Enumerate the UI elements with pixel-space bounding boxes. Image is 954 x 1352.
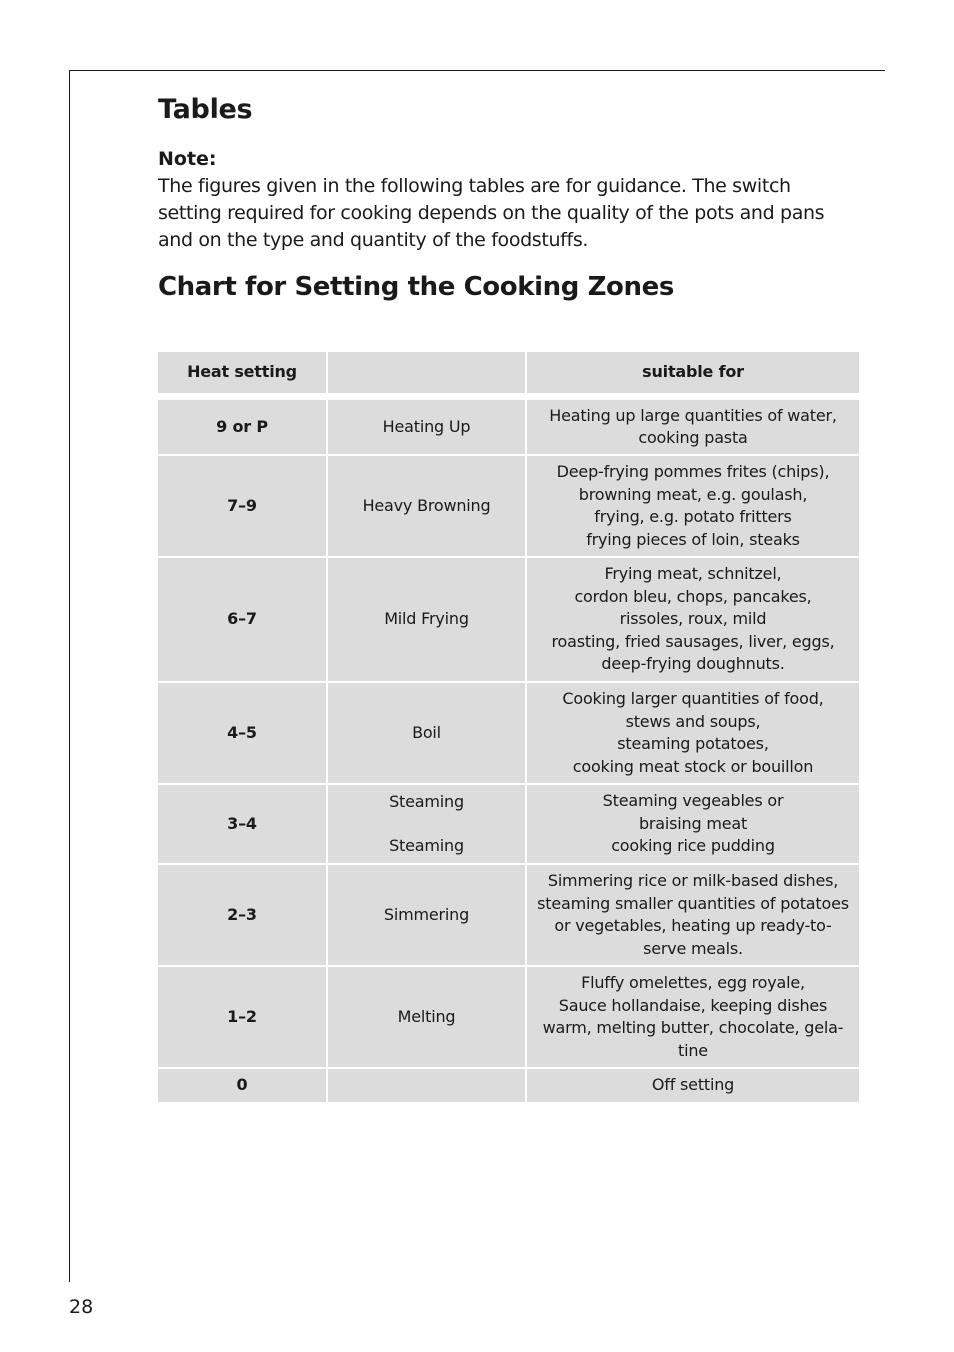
- function-line: Simmering: [383, 904, 470, 924]
- heat-setting-cell: 6–7: [158, 558, 326, 681]
- suitable-for-cell: [527, 456, 859, 556]
- suitable-for-line: Deep-frying pommes frites (chips),: [556, 462, 830, 481]
- suitable-for-line: frying pieces of loin, steaks: [586, 529, 800, 549]
- suitable-for-line: steaming potatoes,: [617, 734, 769, 753]
- heat-setting-cell: 2–3: [158, 865, 326, 965]
- suitable-for-line: cooking rice pudding: [611, 836, 775, 856]
- table-row: [158, 683, 859, 783]
- heat-setting-cell: 7–9: [158, 456, 326, 556]
- function-cell: [328, 785, 525, 863]
- table-header-row: [158, 352, 859, 393]
- suitable-for-line: Steaming vegeables or: [602, 791, 784, 811]
- chart-title: Chart for Setting the Cooking Zones: [158, 272, 674, 302]
- function-line: Melting: [397, 1006, 456, 1026]
- table-row: [158, 456, 859, 556]
- note-label: Note:: [158, 148, 217, 170]
- header-heat-setting: Heat setting: [158, 352, 326, 393]
- suitable-for-line: Off setting: [651, 1075, 735, 1095]
- suitable-for-cell: [527, 967, 859, 1067]
- suitable-for-line: browning meat, e.g. goulash,: [578, 484, 808, 504]
- table-row: [158, 400, 859, 454]
- function-cell: [328, 400, 525, 454]
- suitable-for-line: cooking meat stock or bouillon: [572, 756, 814, 776]
- table-row: [158, 785, 859, 863]
- heat-setting-cell: 0: [158, 1069, 326, 1102]
- header-gap: [158, 395, 859, 398]
- suitable-for-line: tine: [678, 1040, 708, 1060]
- heat-setting-cell: 4–5: [158, 683, 326, 783]
- table-row: [158, 967, 859, 1067]
- function-cell: [328, 558, 525, 681]
- suitable-for-line: cooking pasta: [638, 428, 748, 447]
- table-row: [158, 1069, 859, 1102]
- function-cell: [328, 865, 525, 965]
- heat-setting-cell: 1–2: [158, 967, 326, 1067]
- suitable-for-line: warm, melting butter, chocolate, gela-: [542, 1018, 844, 1037]
- function-cell: [328, 456, 525, 556]
- table-row: [158, 865, 859, 965]
- function-line: Heating Up: [382, 416, 471, 436]
- table-row: [158, 558, 859, 681]
- function-line: Boil: [412, 722, 441, 742]
- page-number: 28: [69, 1296, 94, 1318]
- function-line: Mild Frying: [384, 609, 469, 629]
- heat-setting-cell: 9 or P: [158, 400, 326, 454]
- suitable-for-line: Cooking larger quantities of food,: [562, 689, 824, 708]
- page-title: Tables: [158, 94, 253, 125]
- left-margin-rule: [69, 70, 70, 1282]
- header-function: [328, 352, 525, 393]
- suitable-for-line: deep-frying doughnuts.: [601, 654, 785, 674]
- function-line: Steaming: [389, 791, 464, 811]
- suitable-for-line: roasting, fried sausages, liver, eggs,: [551, 631, 835, 651]
- suitable-for-line: Simmering rice or milk-based dishes,: [547, 871, 839, 890]
- function-cell: [328, 683, 525, 783]
- function-line: Steaming: [389, 836, 464, 855]
- suitable-for-cell: [527, 558, 859, 681]
- function-line: Heavy Browning: [362, 495, 491, 515]
- header-suitable-for: suitable for: [527, 352, 859, 393]
- suitable-for-cell: [527, 400, 859, 454]
- suitable-for-line: stews and soups,: [625, 711, 761, 731]
- suitable-for-line: steaming smaller quantities of potatoes: [537, 893, 849, 913]
- suitable-for-line: Heating up large quantities of water,: [549, 405, 837, 425]
- suitable-for-line: Fluffy omelettes, egg royale,: [581, 973, 805, 992]
- suitable-for-line: Frying meat, schnitzel,: [604, 564, 782, 584]
- suitable-for-line: or vegetables, heating up ready-to-: [554, 916, 832, 935]
- suitable-for-line: cordon bleu, chops, pancakes,: [574, 586, 812, 606]
- heat-setting-cell: 3–4: [158, 785, 326, 863]
- suitable-for-line: rissoles, roux, mild: [619, 609, 767, 629]
- top-rule: [69, 70, 885, 71]
- function-cell: [328, 967, 525, 1067]
- suitable-for-cell: [527, 683, 859, 783]
- suitable-for-line: frying, e.g. potato fritters: [594, 507, 792, 526]
- suitable-for-cell: [527, 1069, 859, 1102]
- function-cell: [328, 1069, 525, 1102]
- cooking-zones-table: [156, 350, 861, 1104]
- suitable-for-line: serve meals.: [643, 938, 743, 958]
- note-text: The figures given in the following tables are for guidance. The switch setting required for cooking depends on the quality of the pots and pans and on the type and quantity of the foodstuffs.: [158, 175, 825, 251]
- suitable-for-cell: [527, 865, 859, 965]
- suitable-for-line: Sauce hollandaise, keeping dishes: [558, 995, 828, 1015]
- suitable-for-line: braising meat: [638, 813, 748, 833]
- suitable-for-cell: [527, 785, 859, 863]
